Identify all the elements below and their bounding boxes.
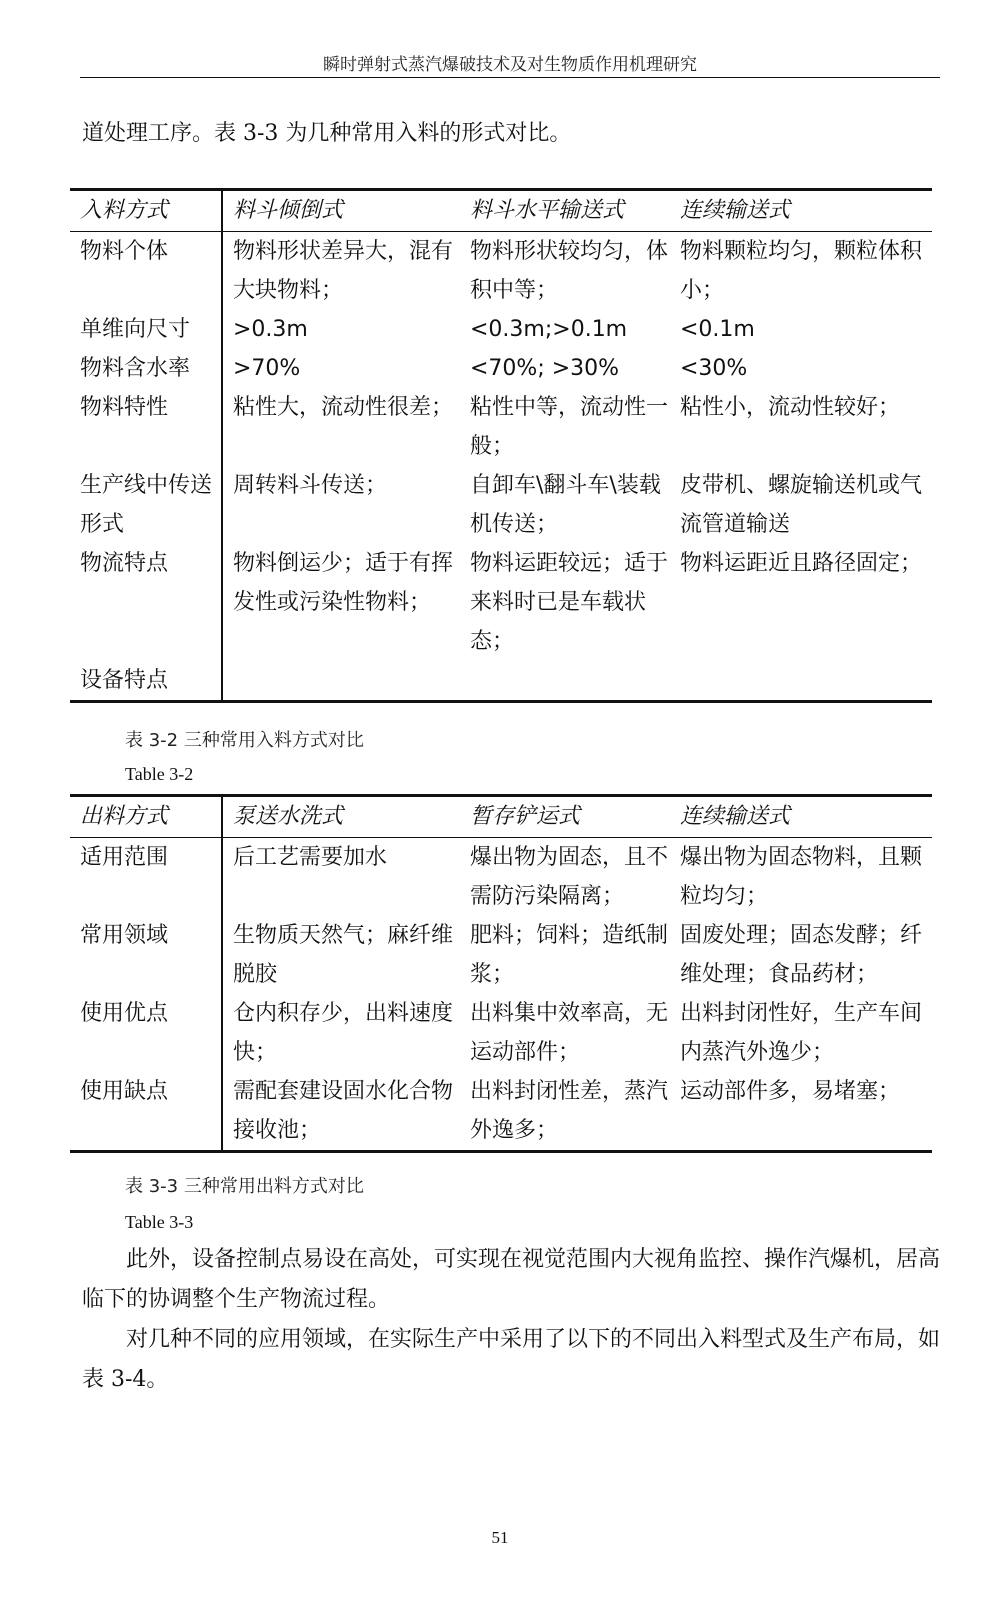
table-cell: 肥料；饲料；造纸制浆；	[470, 923, 669, 987]
table-caption-en: Table 3-2	[125, 764, 194, 784]
body-text	[82, 1240, 942, 1400]
table-cell: 周转料斗传送；	[233, 473, 388, 498]
column-header: 泵送水洗式	[222, 796, 460, 838]
table-cell: <0.3m;>0.1m	[470, 317, 628, 342]
column-header: 连续输送式	[670, 796, 932, 838]
table-cell: 需配套建设固水化合物接收池；	[233, 1079, 454, 1143]
table-cell: 物料形状差异大，混有大块物料；	[233, 239, 454, 303]
table-cell: 自卸车\翻斗车\装载机传送；	[470, 473, 661, 537]
table-cell: >70%	[233, 356, 301, 381]
table-cell: 出料封闭性差，蒸汽外逸多；	[470, 1079, 669, 1143]
table-cell: <70%; >30%	[470, 356, 620, 381]
running-header: 瞬时弹射式蒸汽爆破技术及对生物质作用机理研究	[323, 55, 697, 75]
column-header: 料斗倾倒式	[222, 190, 460, 232]
row-label: 单维向尺寸	[70, 310, 222, 349]
header-rule	[80, 77, 940, 78]
table-cell: 粘性中等，流动性一般；	[470, 395, 669, 459]
table-row	[70, 1072, 932, 1152]
table-cell: 后工艺需要加水	[233, 845, 388, 870]
table-row	[70, 838, 932, 917]
table-header-row	[70, 796, 932, 838]
table-cell: 皮带机、螺旋输送机或气流管道输送	[680, 473, 923, 537]
table-header-row	[70, 190, 932, 232]
table-caption: 表 3-2 三种常用入料方式对比	[125, 730, 364, 751]
table-cell: 出料封闭性好，生产车间内蒸汽外逸少；	[680, 1001, 923, 1065]
row-label: 生产线中传送形式	[70, 466, 222, 544]
table-cell	[222, 661, 460, 702]
table-row	[70, 661, 932, 702]
table-row	[70, 544, 932, 661]
column-header: 连续输送式	[670, 190, 932, 232]
column-header: 出料方式	[70, 796, 222, 838]
table-row	[70, 994, 932, 1072]
row-label: 适用范围	[70, 838, 222, 917]
column-header: 料斗水平输送式	[460, 190, 670, 232]
column-header: 暂存铲运式	[460, 796, 670, 838]
table-cell: 固废处理；固态发酵；纤维处理；食品药材；	[680, 923, 923, 987]
row-label: 物流特点	[70, 544, 222, 661]
table-cell: 生物质天然气；麻纤维脱胶	[233, 923, 454, 987]
table-row	[70, 466, 932, 544]
table-row	[70, 388, 932, 466]
row-label: 设备特点	[70, 661, 222, 702]
table-row	[70, 916, 932, 994]
page-number: 51	[491, 1528, 509, 1547]
table-cell	[460, 661, 670, 702]
table-cell: 物料运距较远；适于来料时已是车载状态；	[470, 551, 669, 654]
table-cell: 出料集中效率高，无运动部件；	[470, 1001, 669, 1065]
row-label: 使用优点	[70, 994, 222, 1072]
discharge-methods-table	[70, 794, 932, 1153]
table-cell	[670, 661, 932, 702]
table-cell: 物料倒运少；适于有挥发性或污染性物料；	[233, 551, 454, 615]
row-label: 常用领域	[70, 916, 222, 994]
table-cell: 物料颗粒均匀，颗粒体积小；	[680, 239, 923, 303]
row-label: 物料个体	[70, 232, 222, 311]
table-cell: <30%	[680, 356, 748, 381]
table-cell: <0.1m	[680, 317, 755, 342]
table-row	[70, 232, 932, 311]
table-cell: 爆出物为固态，且不需防污染隔离；	[470, 845, 669, 909]
table-row	[70, 349, 932, 388]
table-cell: 粘性大，流动性很差；	[233, 395, 454, 420]
table-cell: >0.3m	[233, 317, 308, 342]
row-label: 物料含水率	[70, 349, 222, 388]
table-cell: 爆出物为固态物料，且颗粒均匀；	[680, 845, 923, 909]
intro-text: 道处理工序。表 3-3 为几种常用入料的形式对比。	[82, 121, 572, 146]
paragraph: 此外，设备控制点易设在高处，可实现在视觉范围内大视角监控、操作汽爆机，居高临下的协调整个生产物流过程。	[82, 1247, 941, 1312]
table-cell: 物料形状较均匀，体积中等；	[470, 239, 669, 303]
column-header: 入料方式	[70, 190, 222, 232]
row-label: 物料特性	[70, 388, 222, 466]
table-cell: 粘性小，流动性较好；	[680, 395, 901, 420]
paragraph: 对几种不同的应用领域，在实际生产中采用了以下的不同出入料型式及生产布局，如表 3-4。	[82, 1327, 941, 1392]
row-label: 使用缺点	[70, 1072, 222, 1152]
table-cell: 仓内积存少，出料速度快；	[233, 1001, 454, 1065]
table-caption: 表 3-3 三种常用出料方式对比	[125, 1176, 364, 1197]
table-caption-en: Table 3-3	[125, 1212, 194, 1232]
feeding-methods-table	[70, 188, 932, 703]
table-cell: 物料运距近且路径固定；	[680, 551, 923, 576]
table-row	[70, 310, 932, 349]
table-cell: 运动部件多，易堵塞；	[680, 1079, 901, 1104]
